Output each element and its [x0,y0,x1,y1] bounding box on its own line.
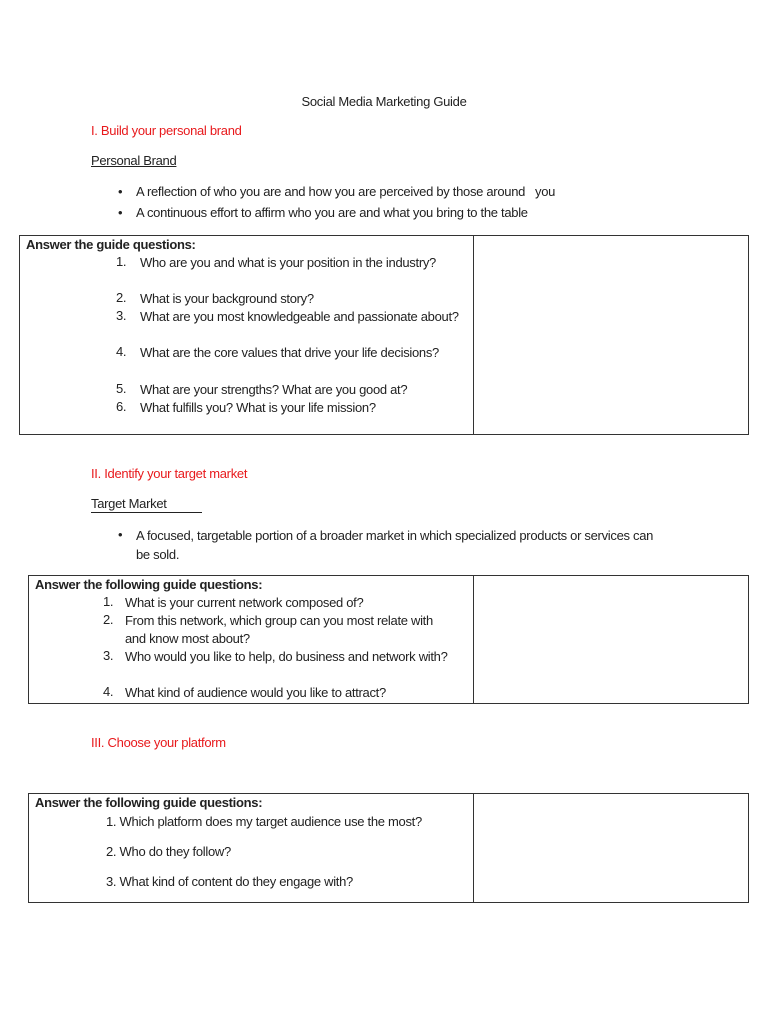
guide-questions-table-1 [19,235,749,435]
list-item [103,612,463,648]
list-item [103,594,463,612]
list-item: 3. What kind of content do they engage with? [106,874,353,889]
list-item [116,254,468,290]
item-number: 4. [103,684,114,699]
table-divider [473,576,474,703]
item-number: 2. [116,290,127,305]
item-number: 3. [116,308,127,323]
item-number: 1. [103,594,114,609]
list-item [116,290,468,308]
bullet-icon: • [118,184,123,199]
table-header: Answer the following guide questions: [35,795,263,810]
bullet-text: A focused, targetable portion of a broader market in which specialized products or services can be sold. [136,528,654,562]
list-item [116,308,468,344]
item-text: What is your background story? [140,291,314,306]
item-text: What is your current network composed of? [125,595,364,610]
document-title: Social Media Marketing Guide [301,94,467,109]
bullet-icon: • [118,527,123,542]
item-text: What fulfills you? What is your life mission? [140,400,376,415]
table-divider [473,236,474,434]
section-2-subheading: Target Market [91,495,202,513]
item-number: 5. [116,381,127,396]
item-number: 4. [116,344,127,359]
bullet-icon: • [118,205,123,220]
section-1-heading: I. Build your personal brand [91,123,242,138]
section-3-heading: III. Choose your platform [91,735,226,750]
list-item [116,344,468,381]
list-item: 1. Which platform does my target audience use the most? [106,814,422,829]
item-number: 1. [116,254,127,269]
list-item [103,684,463,702]
item-number: 3. [103,648,114,663]
bullet-text: A continuous effort to affirm who you are and what you bring to the table [136,205,528,220]
item-text: Who are you and what is your position in the industry? [140,255,436,270]
bullet-text: A reflection of who you are and how you are perceived by those around you [136,184,556,199]
item-text: What are you most knowledgeable and passionate about? [140,309,459,324]
section-1-subheading: Personal Brand [91,153,177,168]
item-number: 6. [116,399,127,414]
item-number: 2. [103,612,114,627]
table-divider [473,794,474,902]
list-item: 2. Who do they follow? [106,844,231,859]
question-list [116,254,468,417]
item-text: What are the core values that drive your life decisions? [140,345,439,360]
guide-questions-table-2 [28,575,749,704]
section-2-heading: II. Identify your target market [91,466,248,481]
question-list [103,594,463,702]
item-text: Who would you like to help, do business and network with? [125,649,448,664]
item-text: From this network, which group can you most relate with and know most about? [125,613,433,646]
table-header: Answer the following guide questions: [35,577,263,592]
list-item [116,381,468,399]
table-header: Answer the guide questions: [26,237,196,252]
item-text: What kind of audience would you like to attract? [125,685,386,700]
item-text: What are your strengths? What are you good at? [140,382,408,397]
list-item [103,648,463,684]
list-item [116,399,468,417]
guide-questions-table-3 [28,793,749,903]
